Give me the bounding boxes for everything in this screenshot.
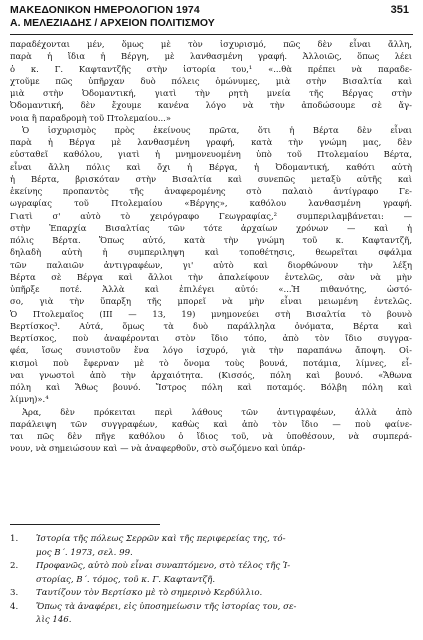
footnote-text: Προφανῶς, αὐτὸ ποὺ εἶναι συναπτόμενο, στὸ τέλος τῆς Ἱ- [36,561,291,571]
author-archive-line: Α. ΜΕΛΕΖΙΑΔΗΣ / ΑΡΧΕΙΟΝ ΠΟΛΙΤΙΣΜΟΥ [10,17,215,29]
text-line: ὁ κ. Γ. Καφταντζῆς στὴν ἱστορία του,¹ «...θὰ πρέπει νὰ παραδε- [10,63,412,74]
text-line: τῶν παλαιῶν ἀντιγραφέων, γι' αὐτὸ καὶ διορθώνουν τὴν λέξη [10,259,412,270]
text-line: Γιατὶ σ' αὐτὸ τὸ χειρόγραφο Γεωγραφίας,² συμπεριλαμβάνεται: — [10,210,412,221]
text-line: νουν, νὰ σημειώσουν καὶ — νὰ ἀναφερθοῦν, στὸ σωζόμενο καὶ ὑπάρ- [10,443,306,454]
footnote-number [10,614,36,628]
text-line: ναι γνωστοὶ ἀπὸ τὴν ἀρχαιότητα. (Κισσός, πόλη καὶ βουνό. «Ἄθωνα [10,369,412,380]
page-number: 351 [390,4,409,16]
text-line: φέα, ἴσως συνιστοῦν ἕνα λόγο ἰσχυρό, γιὰ τὴν παραπάνω ἄποψη. Οἰ- [10,345,412,356]
text-line: δηλαδὴ αὐτὴ ἡ συμπεριληψη καὶ τοποθέτησις, θεωρεῖται σφάλμα [10,247,412,258]
text-line: παράλειψη τῶν συγγραφέων, καθὼς καὶ ἀπὸ τὸν ἴδιο — ποὺ φαίνε- [10,418,412,429]
footnote-text: Ὅπως τὰ ἀναφέρει, εἰς ὑποσημείωσιν τῆς ἱστορίας του, σε- [36,601,297,612]
footnote [10,601,412,615]
footnote [10,574,412,588]
text-line: παρὰ ἡ ἴδια ἡ Βέργη, μὲ λανθασμένη γραφή. Ἀλλοιῶς, ὅπως λέει [10,51,412,62]
text-line: Ὁ Πτολεμαῖος (ΙΙΙ — 13, 19) μνημονεύει στὴ Βισαλτία τὸ βουνὸ [10,308,412,319]
footnote [10,560,412,574]
text-line: ἡ Βέρτα, βρισκόταν στὴν Βισαλτία καὶ συνεπῶς μεταξὺ αὐτῆς καὶ [10,173,412,184]
footnote-number: 4. [10,601,19,612]
footnote-text: Ἱστορία τῆς πόλεως Σερρῶν καὶ τῆς περιφερείας της, τό- [36,534,286,544]
text-line: νοια ἢ παραδρομὴ τοῦ Πτολεμαίου...» [10,112,171,123]
footnote-number: 1. [10,534,19,544]
footnote-text: μος Β΄. 1973, σελ. 99. [36,547,133,558]
text-line: Ὀδομαντική, δὲν ἔχουμε κανένα λόγο νὰ τὴν ἀποδώσουμε σὲ ἄγ- [10,100,412,111]
text-line: λίμνη)».⁴ [10,394,49,405]
footnote-divider [10,524,160,525]
text-line: σο, γιὰ τὴν ὕπαρξη τῆς μπορεῖ νὰ μὴν εἶναι μειωμένη ἐντελῶς. [10,296,412,307]
journal-title: ΜΑΚΕΔΟΝΙΚΟΝ ΗΜΕΡΟΛΟΓΙΟΝ 1974 [10,4,200,16]
text-line: στὴν Ἐπαρχία Βισαλτίας τῶν τότε ἀρχαίων χρόνων — καὶ ἡ [10,222,412,233]
text-line: εὐσταθεῖ καθόλου, γιατὶ ἡ μνημονευομένη ὑπὸ τοῦ Πτολεμαίου Βέρτα, [10,149,412,160]
text-line: παραδέχονται μέν, ὅμως μὲ τὸν ἰσχυρισμό, πῶς δὲν εἶναι ἄλλη, [10,39,412,49]
footnote [10,547,412,561]
text-line: μιὰ στὴν Ὀδομαντική, γιατὶ τὴν ρητὴ μνεία τῆς Βέργας στὴν [10,88,412,98]
footnote-number: 2. [10,561,19,571]
footnote-number: 3. [10,588,19,598]
text-line: Ἀρα, δὲν πρόκειται περὶ λάθους τῶν ἀντιγραφέων, ἀλλὰ ἀπὸ [22,406,412,417]
footnote [10,614,412,628]
text-line: Ὁ ἰσχυρισμὸς πρὸς ἐκείνους πρῶτα, ὅτι ἡ Βέρτα δὲν εἶναι [22,124,412,135]
text-line: κισμοὶ ποὺ ἔφερναν μὲ τὸ ὄνομα τοὺς βουνά, ποτάμια, λίμνες, εἶ- [10,357,412,368]
text-line: πόλη καὶ Ἄθως βουνό. Ἴστρος πόλη καὶ ποταμός. Βόλβη πόλη καὶ [10,382,412,392]
footnotes [10,533,412,628]
footnote-text: λὶς 146. [36,615,72,625]
footnote-number [10,547,36,561]
page-header [10,4,413,35]
text-line: ὑπῆρξε ποτέ. Ἀλλὰ καὶ ἐπιλέγει αὐτό: «...Ἡ πιθανότης, ὡστό- [10,284,412,294]
text-line: χτοῦμε πῶς ὑπῆρχαν δυὸ πόλεις ὁμώνυμες, μιὰ στὴν Βισαλτία καὶ [10,75,412,86]
text-line: εἶναι ἄλλη πόλις καὶ ὄχι ἡ Βέργα, ἡ Ὀδομαντική, καθότι αὐτὴ [10,161,412,172]
text-line: πόλις Βέρτα. Ὅπως αὐτό, κατὰ τὴν γνώμη τοῦ κ. Καφταντζῆ, [10,235,412,245]
text-line: Βερτίσκος³. Αὐτά, ὅμως τὰ δυὸ παράλληλα ὀνόματα, Βέρτα καὶ [10,320,412,331]
text-line: Βέρτα σὲ Βέργα καὶ ἄλλοι τὴν ἀπαλείφουν ἐντελῶς, σὰν νὰ μὴν [10,271,412,282]
text-line: Βερτίσκος, ποὺ ἀναφέρονται στὸν ἴδιο τόπο, ἀπὸ τὸν ἴδιο συγγρα- [10,333,412,343]
footnote-text: Ταυτίζουν τὸν Βερτίσκο μὲ τὸ σημερινὸ Κερδύλλιο. [36,588,263,598]
footnote-text: στορίας, Β΄. τόμος, τοῦ κ. Γ. Καφταντζῆ. [36,574,216,585]
text-line: παρὰ ἡ Βέργα μὲ λανθασμένη γραφή, κατὰ τὴν γνώμη μας, δὲν [10,137,412,147]
footnote-number [10,574,36,588]
footnote [10,587,412,601]
text-line: ωγραφίας τοῦ Πτολεμαίου «Βέργης», καθόλου λανθασμένη γραφή. [10,198,412,209]
body-text [10,38,412,455]
text-line: ται πῶς δὲν πῆγε καθόλου ὁ ἴδιος τοῦ, νὰ ὑποθέσουν, νὰ συμπερά- [10,431,412,441]
text-line: ἐκείνης προπαντὸς τῆς ἀναφερομένης στὸ παλαιὸ ἀντίγραφο Γε- [10,186,412,196]
footnote [10,533,412,547]
